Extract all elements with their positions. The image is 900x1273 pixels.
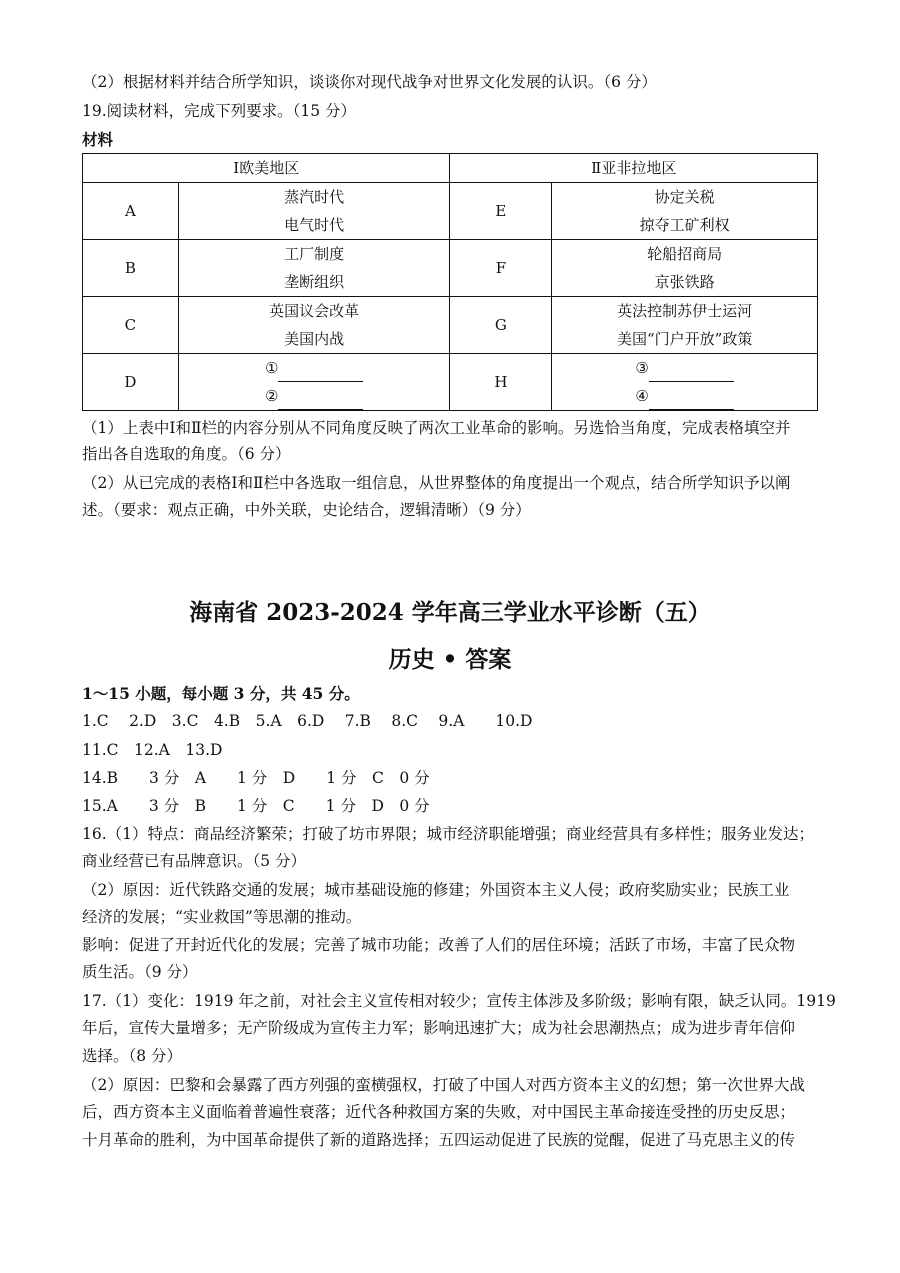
answer-16: 商业经营已有品牌意识。（5 分） [82,852,307,870]
answer-17: 后，西方资本主义面临着普遍性衰落；近代各种救国方案的失败，对中国民主革命接连受挫的历史反思； [82,1103,796,1121]
blank-marker: ③ [635,359,649,377]
material-label: 材料 [82,130,114,149]
table-row [83,240,818,297]
table-header-asia-africa-latin: Ⅱ亚非拉地区 [450,154,818,183]
answer-17: （2）原因：巴黎和会暴露了西方列强的蛮横强权，打破了中国人对西方资本主义的幻想；第一次世界大战 [82,1076,805,1094]
question-18-part-2: （2）根据材料并结合所学知识，谈谈你对现代战争对世界文化发展的认识。（6 分） [82,73,657,91]
answer-16: （2）原因：近代铁路交通的发展；城市基础设施的修建；外国资本主义人侵；政府奖励实业；民族工业 [82,881,790,899]
answer-17: 十月革命的胜利，为中国革命提供了新的道路选择；五四运动促进了民族的觉醒，促进了马克思主义的传 [82,1131,796,1149]
answer-16: 经济的发展；“实业救国”等思潮的推动。 [82,908,362,926]
answer-subtitle: 历史 • 答案 [388,646,512,673]
mc-answers: 1.C 2.D 3.C 4.B 5.A 6.D 7.B 8.C 9.A 10.D [82,712,533,730]
row-key: B [83,240,179,297]
answer-17: 17.（1）变化：1919 年之前，对社会主义宣传相对较少；宣传主体涉及多阶级；影响有限，缺乏认同。1919 [82,992,836,1010]
question-19-part-1: （1）上表中Ⅰ和Ⅱ栏的内容分别从不同角度反映了两次工业革命的影响。另选恰当角度，完成表格填空并 [82,419,791,437]
row-key: C [83,297,179,354]
question-19-heading: 19.阅读材料，完成下列要求。（15 分） [82,102,357,120]
row-key: E [450,183,552,240]
fill-blank [278,363,363,382]
question-19-part-2: 述。（要求：观点正确，中外关联，史论结合，逻辑清晰）（9 分） [82,501,531,519]
question-19-part-1: 指出各自选取的角度。（6 分） [82,445,291,463]
table-row [83,354,818,411]
blank-marker: ② [264,387,279,405]
cell [178,354,450,411]
mc-answers: 14.B 3 分 A 1 分 D 1 分 C 0 分 [82,769,430,787]
cell: 工厂制度 垄断组织 [178,240,450,297]
question-19-part-2: （2）从已完成的表格Ⅰ和Ⅱ栏中各选取一组信息，从世界整体的角度提出一个观点，结合所学知识予以阐 [82,474,791,492]
cell: 英国议会改革 美国内战 [178,297,450,354]
answer-16: 影响：促进了开封近代化的发展；完善了城市功能；改善了人们的居住环境；活跃了市场，丰富了民众物 [82,936,796,954]
row-key: F [450,240,552,297]
fill-blank [278,391,363,410]
fill-blank [649,391,734,410]
row-key: H [450,354,552,411]
table-header-europe-america: Ⅰ欧美地区 [83,154,450,183]
answer-16: 16.（1）特点：商品经济繁荣；打破了坊市界限；城市经济职能增强；商业经营具有多样性；服务业发达； [82,825,815,843]
cell: 轮船招商局 京张铁路 [552,240,818,297]
answer-17: 选择。（8 分） [82,1047,183,1065]
mc-answers: 11.C 12.A 13.D [82,741,223,759]
row-key: A [83,183,179,240]
row-key: G [450,297,552,354]
cell: 英法控制苏伊士运河 美国“门户开放”政策 [552,297,818,354]
cell: 蒸汽时代 电气时代 [178,183,450,240]
fill-blank [649,363,734,382]
cell: 协定关税 掠夺工矿利权 [552,183,818,240]
answer-17: 年后，宣传大量增多；无产阶级成为宣传主力军；影响迅速扩大；成为社会思潮热点；成为进步青年信仰 [82,1019,796,1037]
answer-16: 质生活。（9 分） [82,963,198,981]
mc-header: 1～15 小题，每小题 3 分，共 45 分。 [82,684,360,703]
row-key: D [83,354,179,411]
blank-marker: ① [264,359,279,377]
table-row [83,297,818,354]
material-table [82,153,818,411]
answer-title: 海南省 2023-2024 学年高三学业水平诊断（五） [189,599,711,626]
cell [552,354,818,411]
blank-marker: ④ [635,387,649,405]
table-row [83,183,818,240]
mc-answers: 15.A 3 分 B 1 分 C 1 分 D 0 分 [82,797,430,815]
